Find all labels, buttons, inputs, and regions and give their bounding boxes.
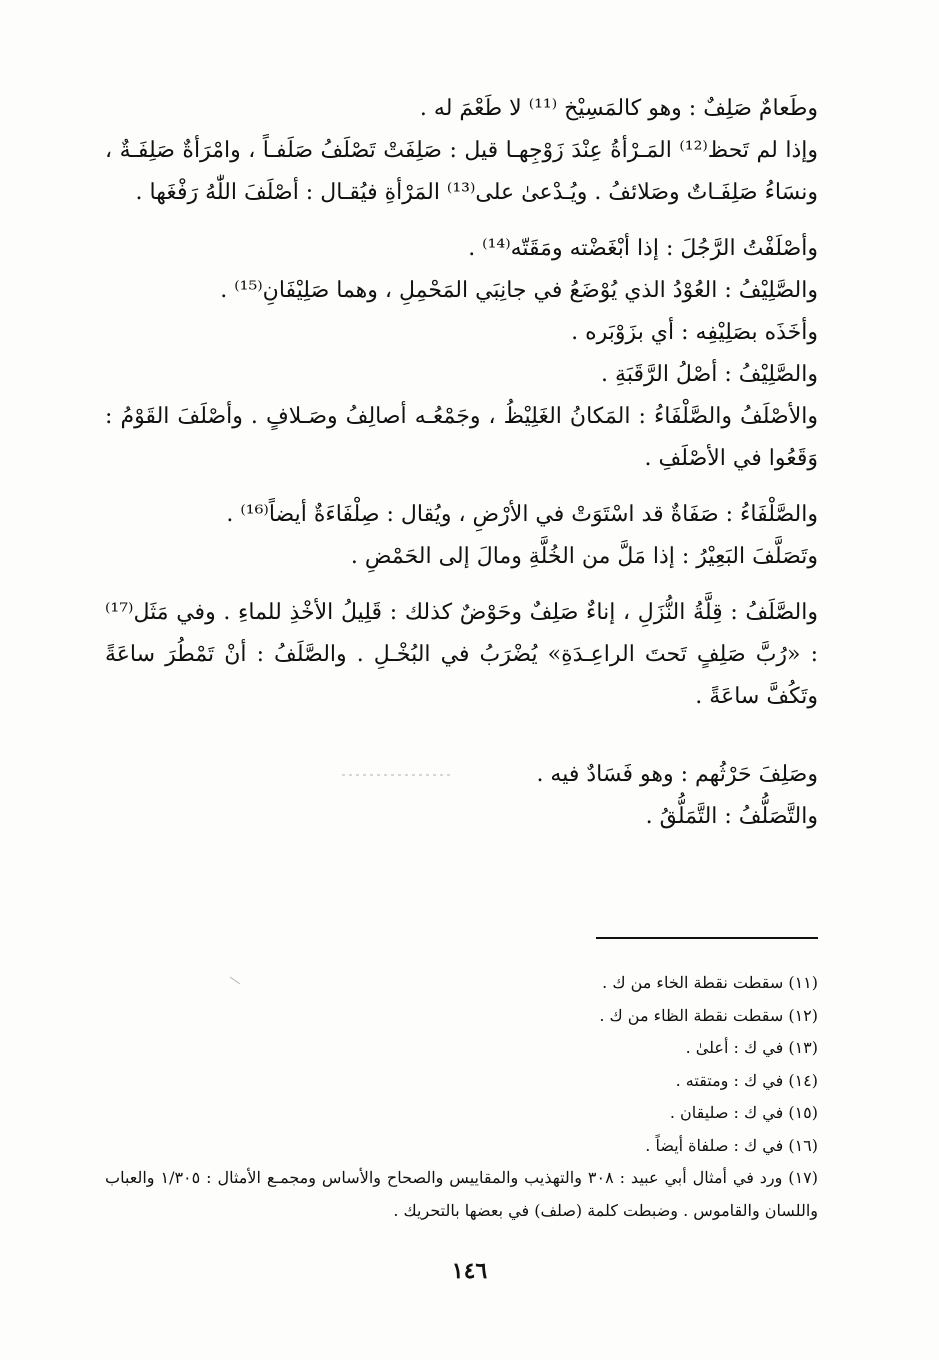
footnote-14: (١٤) في ك : ومتقته . [675,1070,818,1090]
footnote-11: (١١) سقطت نقطة الخاء من ك . [602,973,818,992]
paragraph-3: وأصْلَفْتُ الرَّجُلَ : إذا أبْغَضْته ومَقَتّه⁽¹⁴⁾ . [468,236,818,261]
footnotes [105,967,818,1227]
paragraph-9: وتَصَلَّفَ البَعِيْرُ : إذا مَلَّ من الخُلَّةِ ومالَ إلى الحَمْضِ . [350,544,818,569]
paragraph-5: وأخَذَه بصَلِيْفِه : أي بزَوْبَره . [571,320,818,345]
main-text [105,88,818,838]
page-number: ١٤٦ [451,1258,488,1284]
footnote-12: (١٢) سقطت نقطة الظاء من ك . [599,1005,818,1025]
paragraph-10: والصَّلَفُ : قِلَّةُ النُّزَلِ ، إناءٌ صَلِفٌ وحَوْضٌ كذلك : قَلِيلُ الأخْذِ للماءِ . وفي مَثَل⁽¹⁷⁾ : «رُبَّ صَلِفٍ تَحتَ الراعِـدَةِ» يُضْرَبُ في البُخْـلِ . والصَّلَفُ : أنْ تَمْطُرَ ساعَةً وتَكُفَّ ساعَةً . [105,600,818,709]
paragraph-11: وصَلِفَ حَرْثُهم : وهو فَسَادٌ فيه . [536,762,818,787]
paragraph-7: والأصْلَفُ والصَّلْفَاءُ : المَكانُ الغَلِيْظُ ، وجَمْعُـه أصالِفُ وصَـلافٍ . وأصْلَفَ القَوْمُ : وَقَعُوا في الأصْلَفِ . [105,404,818,471]
paragraph-8: والصَّلْفَاءُ : صَفَاةٌ قد اسْتَوَتْ في الأرْضِ ، ويُقال : صِلْفَاءَةٌ أيضاً⁽¹⁶⁾ . [226,502,818,527]
paragraph-1: وطَعامٌ صَلِفٌ : وهو كالمَسِيْخ ⁽¹¹⁾ لا طَعْمَ له . [419,96,818,121]
footnote-15: (١٥) في ك : صليقان . [669,1103,818,1122]
footnote-13: (١٣) في ك : أعلىٰ . [685,1038,818,1057]
footnote-16: (١٦) في ك : صلفاة أيضاً . [645,1135,818,1155]
print-smudge [342,774,454,776]
paragraph-6: والصَّلِيْفُ : أصْلُ الرَّقَبَةِ . [601,362,818,387]
footnote-17: (١٧) ورد في أمثال أبي عبيد : ٣٠٨ والتهذيب والمقاييس والصحاح والأساس ومجمـع الأمثال : ١/٣٠٥ والعباب واللسان والقاموس . وضبطت كلمة (صلف) في بعضها بالتحريك . [105,1168,818,1220]
paragraph-4: والصَّلِيْفُ : العُوْدُ الذي يُوْضَعُ في جانِبَي المَحْمِلِ ، وهما صَلِيْفَانِ⁽¹⁵⁾ . [220,278,818,303]
footnote-separator [596,937,818,939]
paragraph-2: وإذا لم تَحظ⁽¹²⁾ المَـرْأةُ عِنْدَ زَوْجِهـا قيل : صَلِفَتْ تَصْلَفُ صَلَفـاً ، وامْرَأةٌ صَلِفَـةٌ ، ونسَاءُ صَلِفَـاتٌ وصَلائفُ . ويُـدْعىٰ على⁽¹³⁾ المَرْأةِ فيُقـال : أصْلَفَ اللّٰهُ رَفْغَها . [105,138,818,205]
paragraph-12: والتَّصَلُّفُ : التَّمَلُّقُ . [645,804,818,829]
